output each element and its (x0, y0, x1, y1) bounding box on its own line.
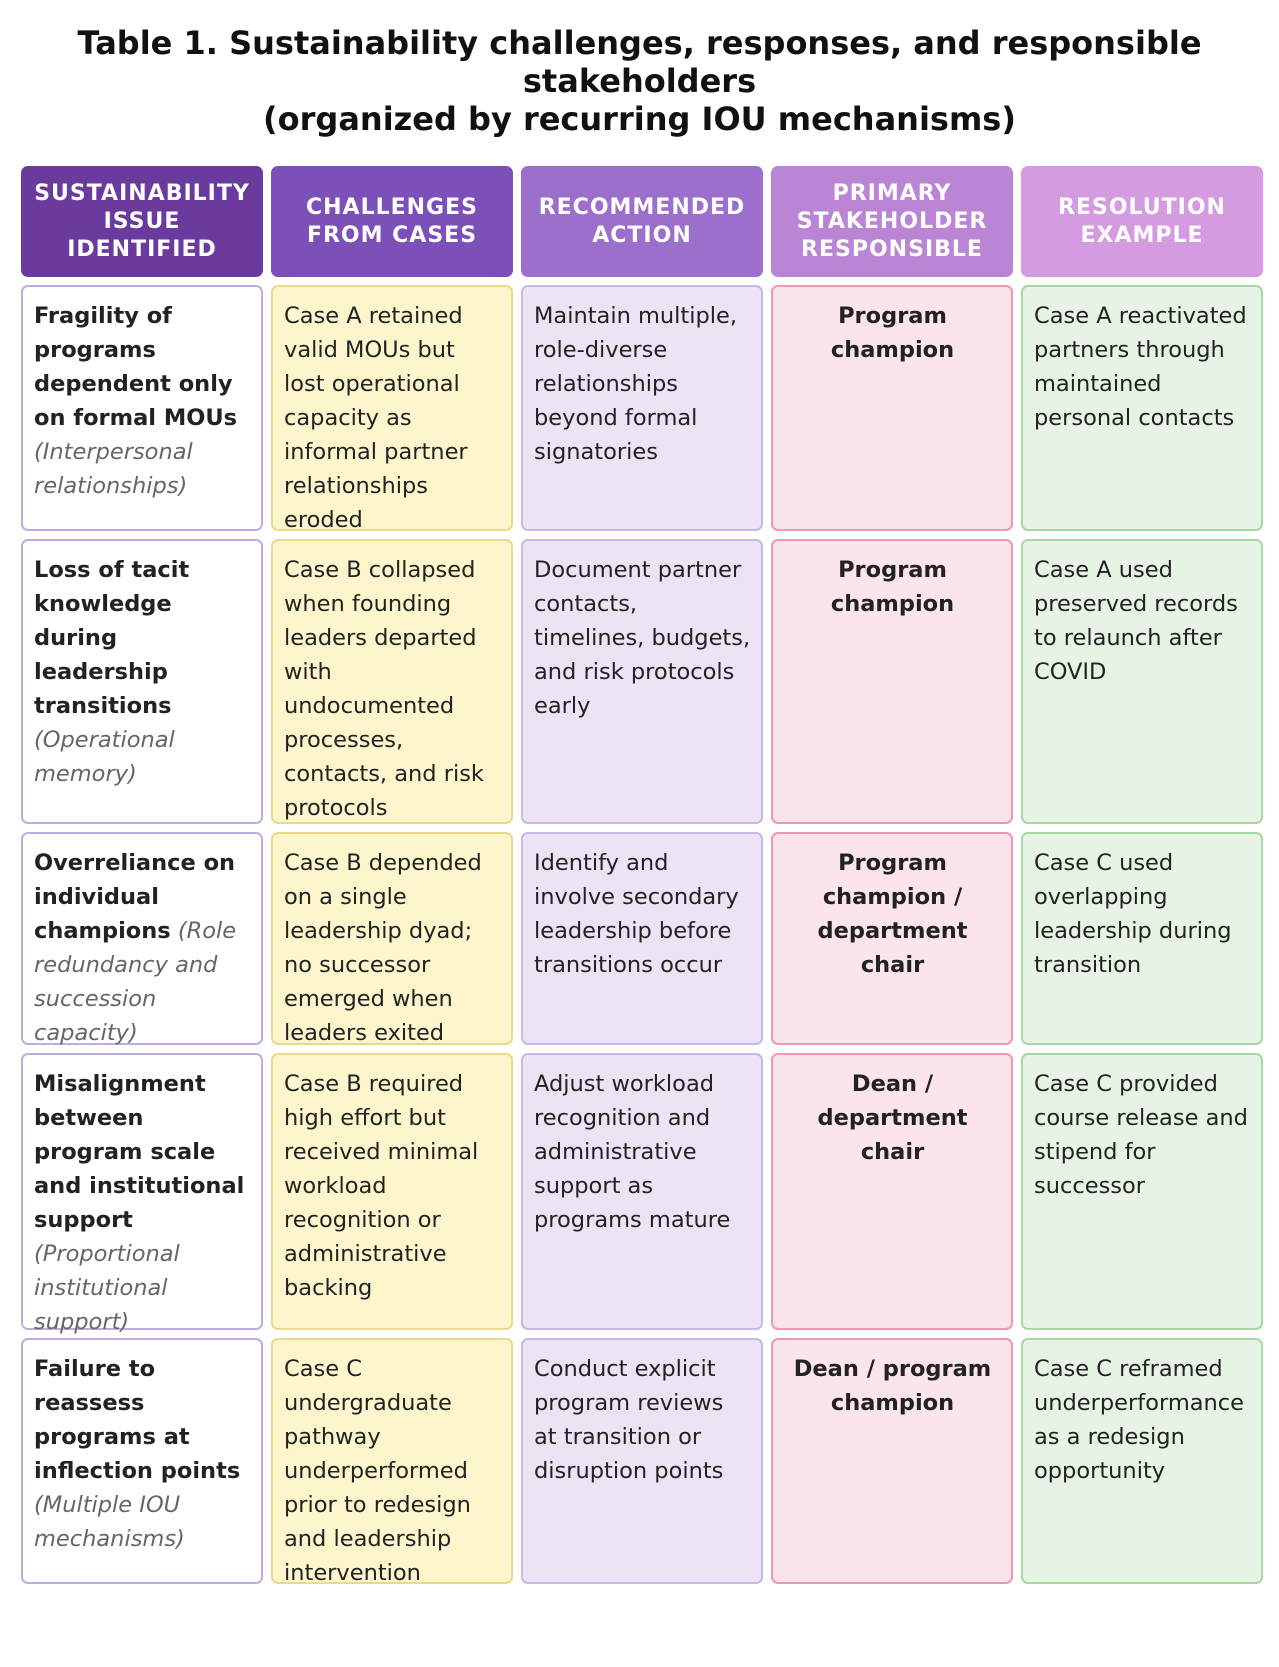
header-resolution: RESOLUTION EXAMPLE (1021, 166, 1263, 277)
mechanism-text: (Multiple IOU mechanisms) (34, 1492, 185, 1552)
issue-cell (21, 1053, 263, 1335)
challenge-cell: Case B required high effort but received minimal workload recognition or administrative backing (271, 1053, 513, 1330)
issue-text: Failure to reassess programs at inflection points (34, 1356, 241, 1484)
resolution-cell: Case C provided course release and stipend for successor (1021, 1053, 1263, 1330)
issue-cell (21, 832, 263, 1045)
mechanism-text: (Operational memory) (34, 727, 175, 787)
challenge-cell: Case A retained valid MOUs but lost operational capacity as informal partner relationships eroded (271, 285, 513, 531)
resolution-cell: Case C reframed underperformance as a redesign opportunity (1021, 1338, 1263, 1584)
issue-text: Loss of tacit knowledge during leadership transitions (34, 557, 190, 719)
title-line-1: Table 1. Sustainability challenges, responses, and responsible (77, 24, 1202, 62)
resolution-cell: Case A used preserved records to relaunch after COVID (1021, 539, 1263, 824)
mechanism-text: (Role redundancy and succession capacity) (34, 918, 237, 1046)
issue-text: Misalignment between program scale and institutional support (34, 1071, 245, 1233)
header-issue: SUSTAINABILITY ISSUE IDENTIFIED (21, 166, 263, 277)
action-cell: Identify and involve secondary leadership before transitions occur (521, 832, 763, 1045)
stakeholder-cell: Dean / program champion (771, 1338, 1013, 1584)
issue-cell (21, 539, 263, 824)
stakeholder-cell: Program champion (771, 285, 1013, 531)
challenge-cell: Case C undergraduate pathway underperformed prior to redesign and leadership intervention (271, 1338, 513, 1584)
title-line-2: stakeholders (522, 62, 757, 100)
resolution-cell: Case C used overlapping leadership during transition (1021, 832, 1263, 1045)
stakeholder-cell: Dean / department chair (771, 1053, 1013, 1330)
mechanism-text: (Proportional institutional support) (34, 1241, 180, 1335)
action-cell: Maintain multiple, role-diverse relationships beyond formal signatories (521, 285, 763, 531)
stakeholder-cell: Program champion / department chair (771, 832, 1013, 1045)
issue-text: Fragility of programs dependent only on formal MOUs (34, 303, 238, 431)
stakeholder-cell: Program champion (771, 539, 1013, 824)
header-action: RECOMMENDED ACTION (521, 166, 763, 277)
action-cell: Adjust workload recognition and administrative support as programs mature (521, 1053, 763, 1330)
action-cell: Conduct explicit program reviews at transition or disruption points (521, 1338, 763, 1584)
mechanism-text: (Interpersonal relationships) (34, 439, 193, 499)
action-cell: Document partner contacts, timelines, budgets, and risk protocols early (521, 539, 763, 824)
title-line-3: (organized by recurring IOU mechanisms) (263, 100, 1016, 138)
sustainability-table (21, 166, 1263, 1584)
header-challenges: CHALLENGES FROM CASES (271, 166, 513, 277)
challenge-cell: Case B depended on a single leadership dyad; no successor emerged when leaders exited (271, 832, 513, 1045)
challenge-cell: Case B collapsed when founding leaders departed with undocumented processes, contacts, and risk protocols (271, 539, 513, 824)
table-title (0, 24, 1279, 138)
resolution-cell: Case A reactivated partners through maintained personal contacts (1021, 285, 1263, 531)
issue-text: Overreliance on individual champions (34, 850, 236, 944)
header-stakeholder: PRIMARY STAKEHOLDER RESPONSIBLE (771, 166, 1013, 277)
issue-cell (21, 285, 263, 531)
issue-cell (21, 1338, 263, 1584)
